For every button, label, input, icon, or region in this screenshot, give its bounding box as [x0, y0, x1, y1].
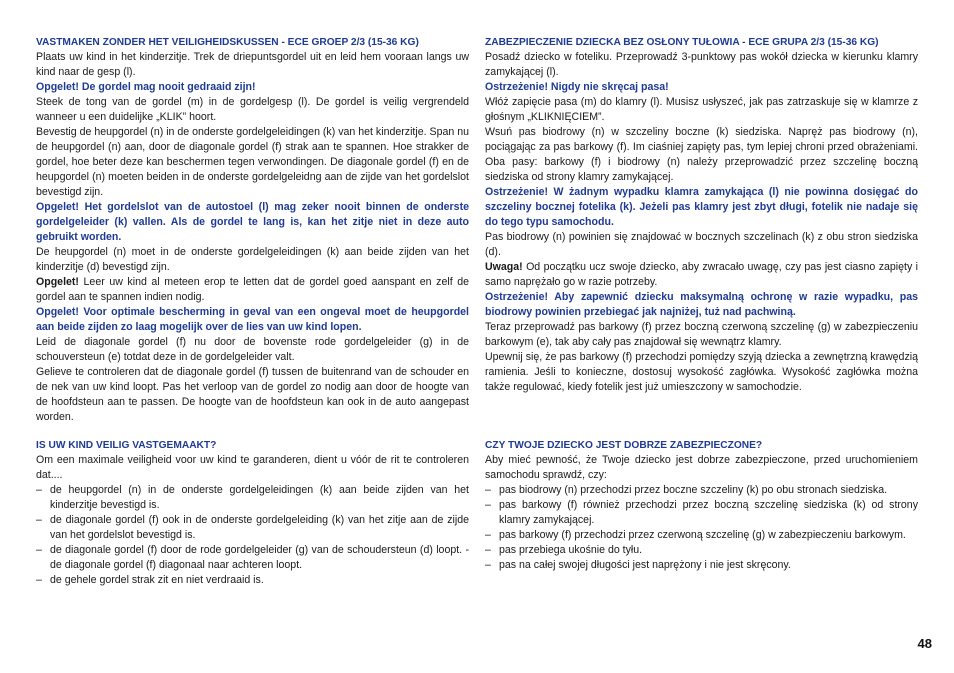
pl-check-list: [485, 483, 918, 573]
list-item-text: pas biodrowy (n) przechodzi przez boczne szczeliny (k) po obu stronach siedziska.: [499, 484, 888, 496]
dash-bullet: –: [485, 484, 491, 496]
nl-paragraph: Plaats uw kind in het kinderzitje. Trek de driepuntsgordel uit en leid hem vooraan langs uw kind naar de gesp (l).: [36, 51, 469, 78]
list-item: [36, 483, 469, 513]
pl-paragraph: Posadź dziecko w foteliku. Przeprowadź 3-punktowy pas wokół dziecka w kierunku klamry zamykającej (l).: [485, 51, 918, 78]
pl-warning: Ostrzeżenie! Nigdy nie skręcaj pasa!: [485, 81, 669, 93]
list-item-text: de heupgordel (n) in de onderste gordelgeleidingen (k) aan beide zijden van het kinderzitje bevestigd is.: [50, 484, 469, 511]
list-item: [36, 513, 469, 543]
nl-note-label: Opgelet!: [36, 276, 79, 288]
pl-section-check: [485, 438, 918, 573]
list-item: [36, 573, 469, 588]
list-item-text: pas barkowy (f) przechodzi przez czerwoną szczelinę (g) w zabezpieczeniu barkowym.: [499, 529, 906, 541]
list-item-text: de diagonale gordel (f) door de rode gordelgeleider (g) van de schoudersteun (d) loopt. -de diagonale gordel (f) diagonaal naar achteren loopt.: [50, 544, 469, 571]
pl-note-text: Od początku ucz swoje dziecko, aby zwracało uwagę, czy pas jest ciasno zapięty i samo naprężało go w razie potrzeby.: [485, 261, 918, 288]
nl-heading-check: IS UW KIND VEILIG VASTGEMAAKT?: [36, 440, 217, 451]
list-item: [485, 528, 918, 543]
pl-paragraph: Włóż zapięcie pasa (m) do klamry (l). Musisz usłyszeć, jak pas zatrzaskuje się w klamrze z głośnym „KLIKNIĘCIEM”.: [485, 96, 918, 123]
nl-warning: Opgelet! Voor optimale bescherming in geval van een ongeval moet de heupgordel aan beide zijden zo laag mogelijk over de lies van uw kind lopen.: [36, 306, 469, 333]
dash-bullet: –: [485, 499, 491, 511]
nl-paragraph: Gelieve te controleren dat de diagonale gordel (f) tussen de buitenrand van de schouder en de nek van uw kind loopt. Pas het verloop van de gordel zo nodig aan door de hoogte van de hoofdsteun aan te passen. De hoogte van de hoofdsteun kan ook in de auto aangepast worden.: [36, 366, 469, 423]
dash-bullet: –: [485, 544, 491, 556]
dash-bullet: –: [36, 484, 42, 496]
nl-section-fastening: [36, 35, 469, 425]
nl-note-text: Leer uw kind al meteen erop te letten dat de gordel goed aanspant en zelf de gordel aan te spannen indien nodig.: [36, 276, 469, 303]
list-item: [485, 483, 918, 498]
nl-warning: Opgelet! De gordel mag nooit gedraaid zijn!: [36, 81, 256, 93]
nl-paragraph: Steek de tong van de gordel (m) in de gordelgesp (l). De gordel is veilig vergrendeld wanneer u een duidelijke „KLIK” hoort.: [36, 96, 469, 123]
list-item-text: pas na całej swojej długości jest naprężony i nie jest skręcony.: [499, 559, 791, 571]
list-item: [36, 543, 469, 573]
pl-paragraph: Upewnij się, że pas barkowy (f) przechodzi pomiędzy szyją dziecka a zewnętrzną krawędzią ramienia. Jeśli to konieczne, dostosuj wysokość zagłówka. Wysokość zagłówka można także regulować, kiedy fotelik jest już umieszczony w samochodzie.: [485, 351, 918, 393]
nl-heading-fastening: VASTMAKEN ZONDER HET VEILIGHEIDSKUSSEN - ECE GROEP 2/3 (15-36 KG): [36, 37, 419, 48]
nl-note-paragraph: [36, 275, 469, 305]
page-number: 48: [917, 636, 932, 651]
pl-heading-check: CZY TWOJE DZIECKO JEST DOBRZE ZABEZPIECZONE?: [485, 440, 763, 451]
list-item: [485, 498, 918, 528]
nl-paragraph: Leid de diagonale gordel (f) nu door de bovenste rode gordelgeleider (g) in de schouversteun (e) totdat deze in de gordelgeleider valt.: [36, 336, 469, 363]
dash-bullet: –: [485, 559, 491, 571]
nl-paragraph: Bevestig de heupgordel (n) in de onderste gordelgeleidingen (k) van het kinderzitje. Span nu de heupgordel (n) aan, door de diagonale gordel (f) strak aan te spannen. Hoe strakker de gordel, hoe beter deze kan beschermen tegen verwondingen. De diagonale gordel (f) en de heupgordel (n) moeten beiden in de onderste gordelgeleidng aan de zijde van het gordelslot bevestigd zijn.: [36, 126, 469, 198]
list-item-text: pas barkowy (f) również przechodzi przez boczną szczelinę siedziska (k) od strony klamry zamykającej.: [499, 499, 918, 526]
dash-bullet: –: [485, 529, 491, 541]
pl-section-fastening: [485, 35, 918, 395]
pl-heading-fastening: ZABEZPIECZENIE DZIECKA BEZ OSŁONY TUŁOWIA - ECE GRUPA 2/3 (15-36 KG): [485, 37, 879, 48]
pl-warning: Ostrzeżenie! W żadnym wypadku klamra zamykająca (l) nie powinna dosięgać do szczeliny bocznej fotelika (k). Jeżeli pas klamry jest zbyt długi, fotelik nie nadaje się do tego typu samochodu.: [485, 186, 918, 228]
list-item: [485, 558, 918, 573]
pl-warning: Ostrzeżenie! Aby zapewnić dziecku maksymalną ochronę w razie wypadku, pas biodrowy powinien przebiegać jak najniżej, tuż nad pachwiną.: [485, 291, 918, 318]
list-item: [485, 543, 918, 558]
nl-warning: Opgelet! Het gordelslot van de autostoel (l) mag zeker nooit binnen de onderste gordelgeleider (k) vallen. Als de gordel te lang is, kan het zitje niet in deze auto gebruikt worden.: [36, 201, 469, 243]
pl-paragraph: Teraz przeprowadź pas barkowy (f) przez boczną czerwoną szczelinę (g) w zabezpieczeniu barkowym (e), tak aby cały pas znajdował się wewnątrz klamry.: [485, 321, 918, 348]
pl-paragraph: Pas biodrowy (n) powinien się znajdować w bocznych szczelinach (k) z obu stron siedziska (d).: [485, 231, 918, 258]
list-item-text: de gehele gordel strak zit en niet verdraaid is.: [50, 574, 264, 586]
pl-check-intro: Aby mieć pewność, że Twoje dziecko jest dobrze zabezpieczone, przed uruchomieniem samochodu sprawdź, czy:: [485, 454, 918, 481]
dash-bullet: –: [36, 544, 42, 556]
nl-paragraph: De heupgordel (n) moet in de onderste gordelgeleidingen (k) aan beide zijden van het kinderzitje (d) bevestigd zijn.: [36, 246, 469, 273]
pl-note-label: Uwaga!: [485, 261, 523, 273]
nl-section-check: [36, 438, 469, 588]
list-item-text: de diagonale gordel (f) ook in de onderste gordelgeleiding (k) van het zitje aan de zijde van het gordelslot bevestigd is.: [50, 514, 469, 541]
dash-bullet: –: [36, 514, 42, 526]
pl-paragraph: Wsuń pas biodrowy (n) w szczeliny boczne (k) siedziska. Napręż pas biodrowy (n), pociągając za pas barkowy (f). Im ciaśniej zapięty pas, tym lepiej chroni przed obrażeniami. Oba pasy: barkowy (f) i biodrowy (n) należy przeprowadzić przez szczelinę boczną siedziska od strony klamry zamykającej.: [485, 126, 918, 183]
nl-check-list: [36, 483, 469, 588]
nl-check-intro: Om een maximale veiligheid voor uw kind te garanderen, dient u vóór de rit te controleren dat....: [36, 454, 469, 481]
pl-note-paragraph: [485, 260, 918, 290]
dash-bullet: –: [36, 574, 42, 586]
list-item-text: pas przebiega ukośnie do tyłu.: [499, 544, 643, 556]
